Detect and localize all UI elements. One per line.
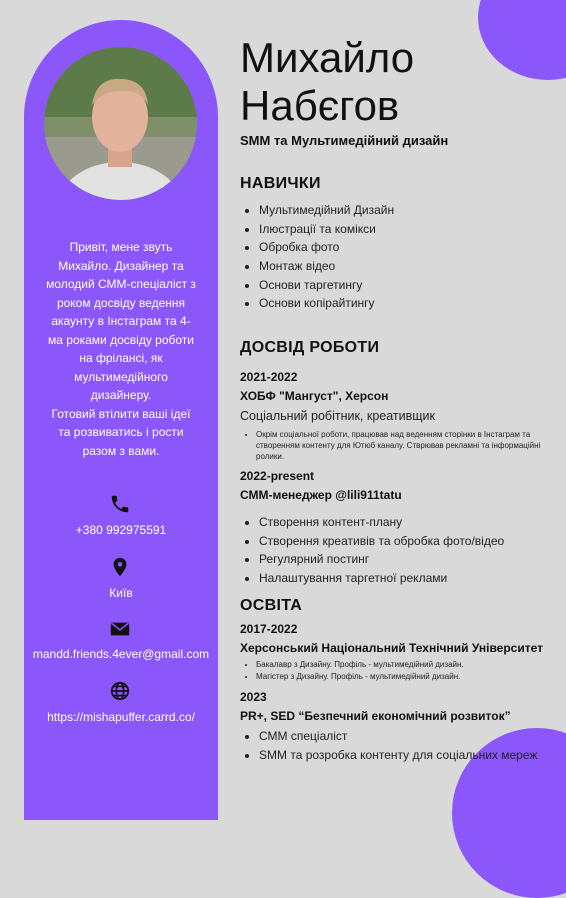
list-item: • Створення контент-плану xyxy=(259,513,504,532)
profile-photo xyxy=(44,47,197,200)
skills-list xyxy=(244,201,394,313)
first-name: Михайло xyxy=(240,34,415,81)
email-link[interactable]: mandd.friends.4ever@gmail.com xyxy=(32,647,210,661)
education-heading: ОСВІТА xyxy=(240,597,303,614)
intro-text: Привіт, мене звуть Михайло. Дизайнер та молодий СММ-спеціаліст з роком досвіду ведення акаунту в Інстаграм та 4-ма роками досвіду роботи на фрілансі, як мультимедійного дизайнеру. Готовий втілити ваші ідеї та розвиватись і рости разом з вами. xyxy=(46,240,196,458)
education-institution: PR+, SED “Безпечний економічний розвиток” xyxy=(240,709,511,723)
city: Київ xyxy=(109,586,133,600)
job-title: SMM та Мультимедійний дизайн xyxy=(240,133,449,148)
list-item: • Регулярний постинг xyxy=(259,550,504,569)
list-item: • Основи копірайтингу xyxy=(259,294,394,313)
full-name xyxy=(240,34,414,130)
job-details xyxy=(244,429,546,463)
website-link[interactable]: https://mishapuffer.carrd.co/ xyxy=(47,710,195,724)
list-item: • Монтаж відео xyxy=(259,257,394,276)
list-item: • SMM та розробка контенту для соціальних мереж xyxy=(259,746,537,765)
list-item: • Обробка фото xyxy=(259,238,394,257)
list-item: • СММ спеціаліст xyxy=(259,727,537,746)
list-item: • Створення креативів та обробка фото/відео xyxy=(259,532,504,551)
globe-icon xyxy=(109,680,131,702)
education-details xyxy=(244,659,556,683)
list-item: • Мультимедійний Дизайн xyxy=(259,201,394,220)
job-period: 2021-2022 xyxy=(240,370,298,384)
education-period: 2017-2022 xyxy=(240,622,298,636)
location-pin-icon xyxy=(109,556,131,578)
list-item: • Окрім соціальної роботи, працював над веденням сторінки в Інстаграм та створенням контенту для Ютюб каналу. Стврював рекламні та інформаційні ролики. xyxy=(256,429,546,462)
envelope-icon xyxy=(109,618,131,640)
list-item: • Ілюстрації та комікси xyxy=(259,220,394,239)
phone-icon xyxy=(109,493,131,515)
list-item: • Основи таргетингу xyxy=(259,276,394,295)
list-item: • Бакалавр з Дизайну. Профіль - мультимедійний дизайн. xyxy=(256,659,556,670)
skills-heading: НАВИЧКИ xyxy=(240,175,321,192)
list-item: • Магістер з Дизайну. Профіль - мультимедійний дизайн. xyxy=(256,671,556,682)
job-organization: ХОБФ "Мангуст", Херсон xyxy=(240,389,389,403)
education-institution: Херсонський Національний Технічний Університет xyxy=(240,641,543,655)
list-item: • Налаштування таргетної реклами xyxy=(259,569,504,588)
job-duties-list xyxy=(244,513,504,588)
education-courses-list xyxy=(244,727,537,764)
experience-heading: ДОСВІД РОБОТИ xyxy=(240,339,380,356)
phone-number[interactable]: +380 992975591 xyxy=(75,523,167,537)
decorative-circle-top xyxy=(478,0,566,80)
education-period: 2023 xyxy=(240,690,267,704)
job-role: Соціальний робітник, креативщик xyxy=(240,409,436,423)
job-organization: СММ-менеджер @lili911tatu xyxy=(240,488,402,502)
last-name: Набєгов xyxy=(240,82,400,129)
job-period: 2022-present xyxy=(240,469,315,483)
